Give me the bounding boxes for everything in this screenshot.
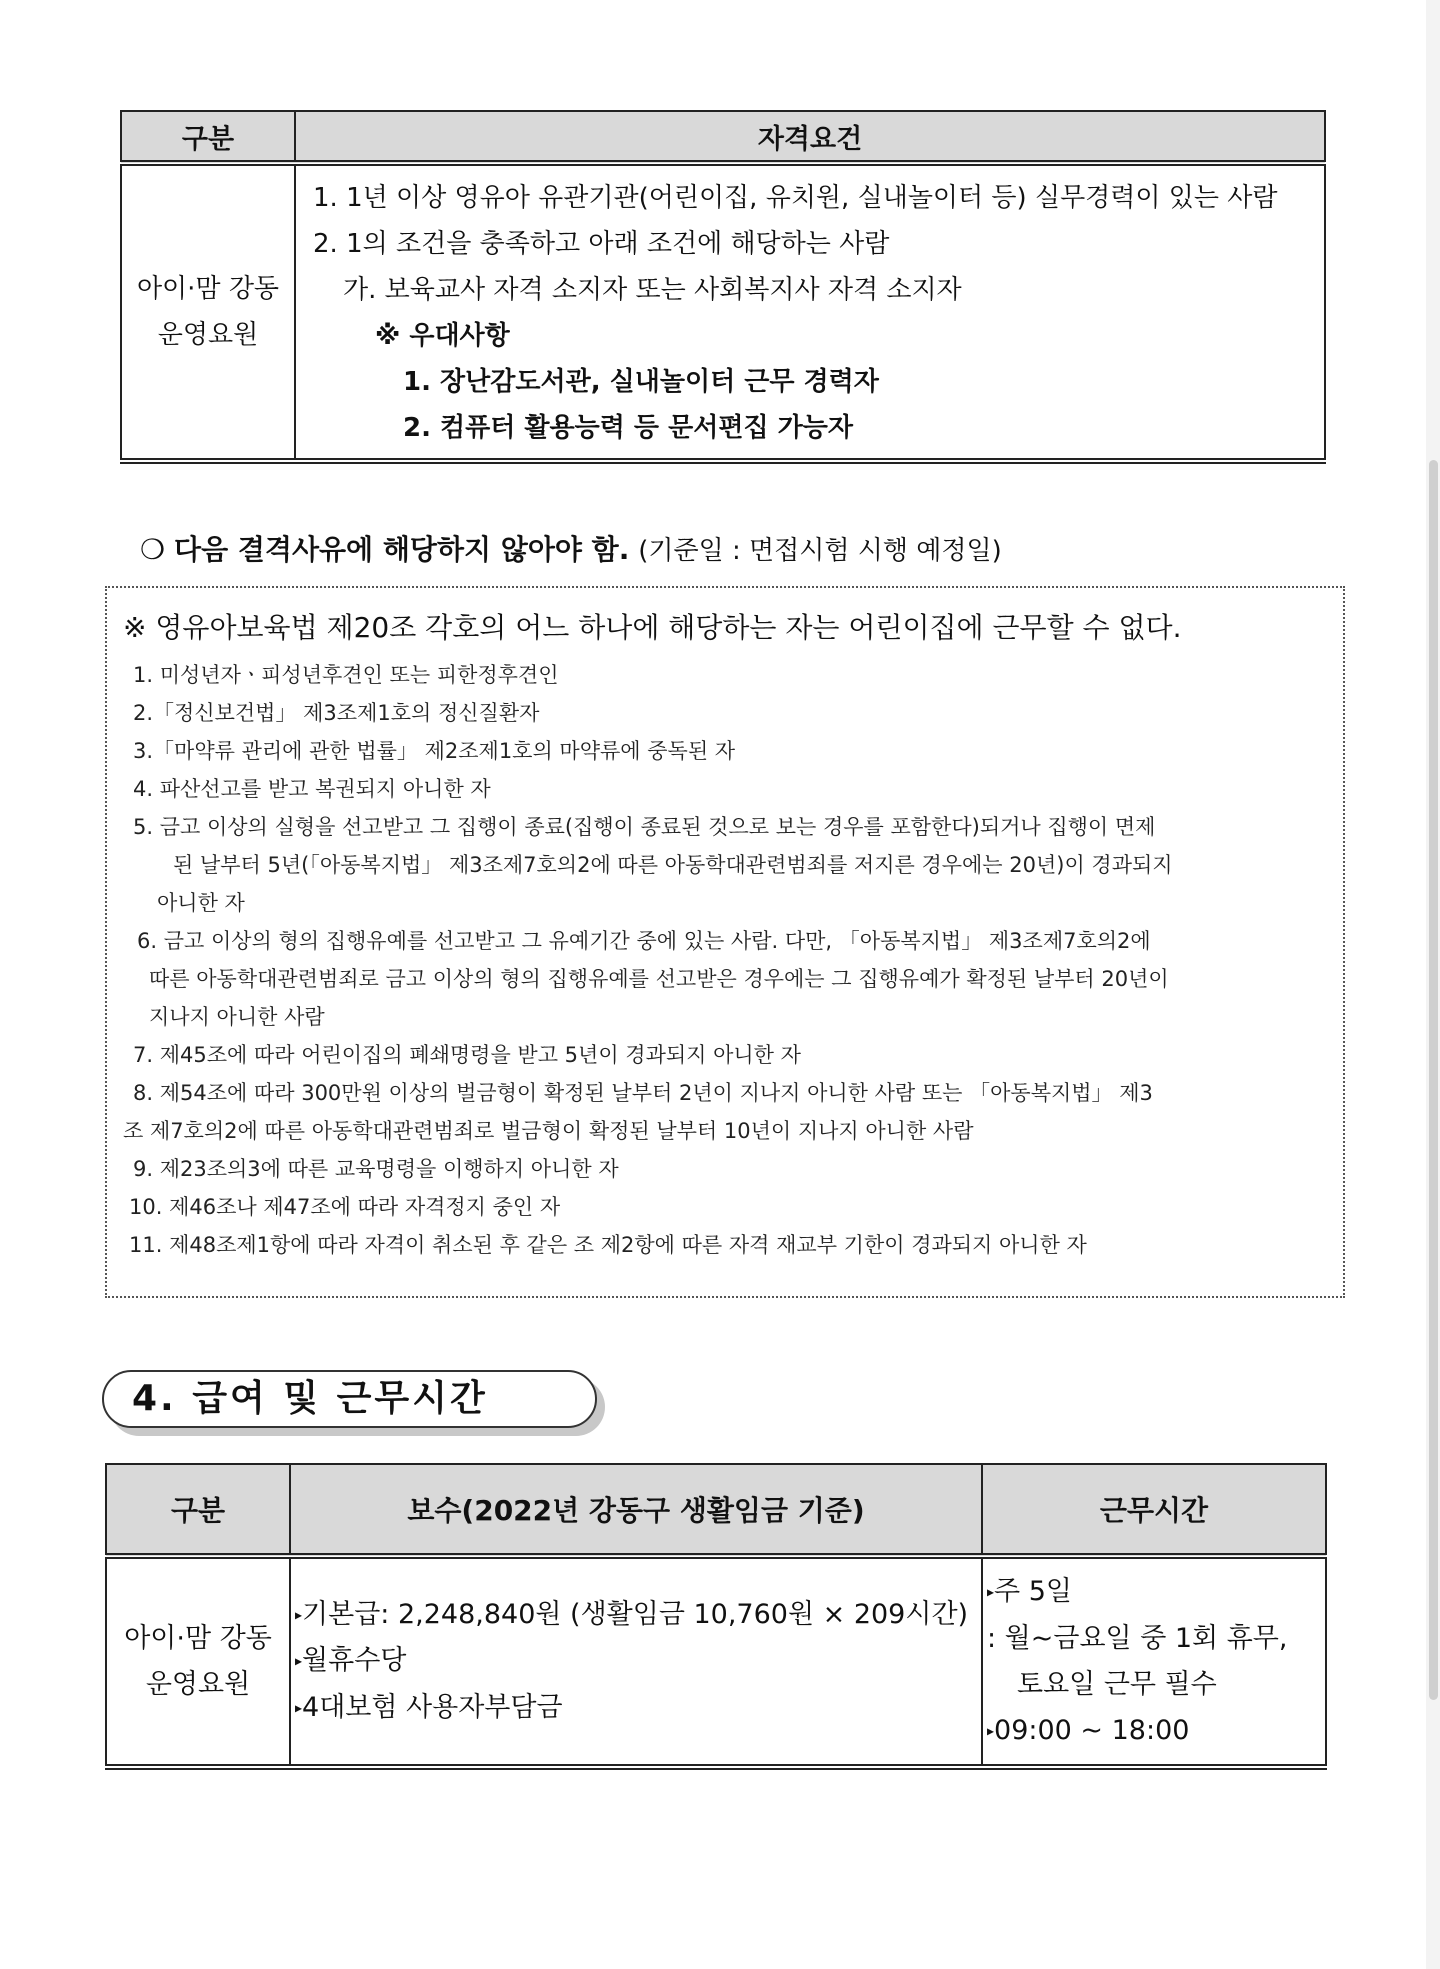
pay-row — [106, 1556, 1326, 1767]
disqualification-item-continued: 조 제7호의2에 따른 아동학대관련범죄로 벌금형이 확정된 날부터 10년이 지나지 아니한 사람 — [123, 1119, 974, 1143]
preference-2: 2. 컴퓨터 활용능력 등 문서편집 가능자 — [403, 413, 853, 443]
disqualification-item: 7. 제45조에 따라 어린이집의 폐쇄명령을 받고 5년이 경과되지 아니한 자 — [133, 1043, 801, 1067]
requirement-2-sub: 가. 보육교사 자격 소지자 또는 사회복지사 자격 소지자 — [343, 275, 962, 305]
hours-time: ▸09:00 ~ 18:00 — [987, 1714, 1190, 1746]
salary-item-weekly-holiday: ▸월휴수당 — [295, 1645, 407, 1677]
disqualification-item: 3.「마약류 관리에 관한 법률」 제2조제1호의 마약류에 중독된 자 — [133, 739, 736, 763]
preference-heading: ※ 우대사항 — [375, 321, 510, 351]
disqualification-item: 9. 제23조의3에 따른 교육명령을 이행하지 아니한 자 — [133, 1157, 619, 1181]
notice-marker: ❍ — [140, 533, 166, 566]
hours-saturday: 토요일 근무 필수 — [1017, 1668, 1217, 1700]
disqualification-item: 1. 미성년자ㆍ피성년후견인 또는 피한정후견인 — [133, 663, 559, 687]
bullet-icon: ▸ — [987, 1584, 995, 1601]
header-requirements: 자격요건 — [295, 111, 1325, 163]
vertical-scrollbar[interactable] — [1426, 0, 1440, 1969]
requirement-2: 2. 1의 조건을 충족하고 아래 조건에 해당하는 사람 — [313, 229, 890, 259]
bullet-icon: ▸ — [295, 1607, 303, 1624]
pay-category-line-1: 아이·맘 강동 — [124, 1622, 272, 1654]
pay-header-salary: 보수(2022년 강동구 생활임금 기준) — [290, 1464, 982, 1556]
disqualification-box — [105, 586, 1345, 1298]
notice-strong-text: 다음 결격사유에 해당하지 않아야 함. — [174, 533, 630, 566]
disqualification-item: 2.「정신보건법」 제3조제1호의 정신질환자 — [133, 701, 540, 725]
salary-cell — [290, 1556, 982, 1767]
pay-category-line-2: 운영요원 — [145, 1668, 251, 1700]
salary-item-base: ▸기본급: 2,248,840원 (생활임금 10,760원 × 209시간) — [295, 1598, 969, 1630]
bullet-icon: ▸ — [295, 1653, 303, 1670]
disqualification-item: 10. 제46조나 제47조에 따라 자격정지 중인 자 — [129, 1195, 561, 1219]
section-4-title: 4. 급여 및 근무시간 — [102, 1370, 597, 1428]
disqualification-item-continued: 아니한 자 — [157, 891, 245, 915]
disqualification-notice — [140, 528, 1002, 568]
pay-header-hours: 근무시간 — [982, 1464, 1326, 1556]
hours-rest-day: : 월~금요일 중 1회 휴무, — [987, 1622, 1288, 1654]
pay-header-row — [106, 1464, 1326, 1556]
disqualification-item-continued: 지나지 아니한 사람 — [149, 1005, 325, 1029]
requirement-1: 1. 1년 이상 영유아 유관기관(어린이집, 유치원, 실내놀이터 등) 실무경력이 있는 사람 — [313, 183, 1278, 213]
notice-note: (기준일 : 면접시험 시행 예정일) — [638, 536, 1002, 566]
hours-days: ▸주 5일 — [987, 1576, 1072, 1607]
hours-cell — [982, 1556, 1326, 1767]
qualification-table — [120, 110, 1326, 464]
disqualification-item: 6. 금고 이상의 형의 집행유예를 선고받고 그 유예기간 중에 있는 사람. 다만, 「아동복지법」 제3조제7호의2에 — [137, 929, 1151, 953]
qualification-header-row — [121, 111, 1325, 163]
salary-item-insurance: ▸4대보험 사용자부담금 — [295, 1691, 563, 1723]
disqualification-item: 11. 제48조제1항에 따라 자격이 취소된 후 같은 조 제2항에 따른 자격 재교부 기한이 경과되지 아니한 자 — [129, 1233, 1087, 1257]
disqualification-item: 4. 파산선고를 받고 복권되지 아니한 자 — [133, 777, 491, 801]
preference-1: 1. 장난감도서관, 실내놀이터 근무 경력자 — [403, 367, 879, 397]
qualification-row — [121, 163, 1325, 461]
category-line-1: 아이·맘 강동 — [136, 274, 280, 304]
pay-table — [105, 1463, 1327, 1770]
pay-category-cell — [106, 1556, 290, 1767]
qualification-category-cell — [121, 163, 295, 461]
disqualification-item: 8. 제54조에 따라 300만원 이상의 벌금형이 확정된 날부터 2년이 지나지 아니한 사람 또는 「아동복지법」 제3 — [133, 1081, 1153, 1105]
disqualification-item: 5. 금고 이상의 실형을 선고받고 그 집행이 종료(집행이 종료된 것으로 보는 경우를 포함한다)되거나 집행이 면제 — [133, 815, 1156, 839]
disqualification-title: ※ 영유아보육법 제20조 각호의 어느 하나에 해당하는 자는 어린이집에 근무할 수 없다. — [123, 611, 1182, 644]
disqualification-item-continued: 따른 아동학대관련범죄로 금고 이상의 형의 집행유예를 선고받은 경우에는 그 집행유예가 확정된 날부터 20년이 — [149, 967, 1169, 991]
bullet-icon: ▸ — [987, 1723, 995, 1739]
header-category: 구분 — [121, 111, 295, 163]
bullet-icon: ▸ — [295, 1700, 303, 1717]
requirements-cell — [295, 163, 1325, 461]
scrollbar-thumb[interactable] — [1429, 460, 1438, 1700]
category-line-2: 운영요원 — [157, 320, 259, 350]
pay-header-category: 구분 — [106, 1464, 290, 1556]
disqualification-item-continued: 된 날부터 5년(「아동복지법」 제3조제7호의2에 따른 아동학대관련범죄를 저지른 경우에는 20년)이 경과되지 — [173, 853, 1173, 877]
